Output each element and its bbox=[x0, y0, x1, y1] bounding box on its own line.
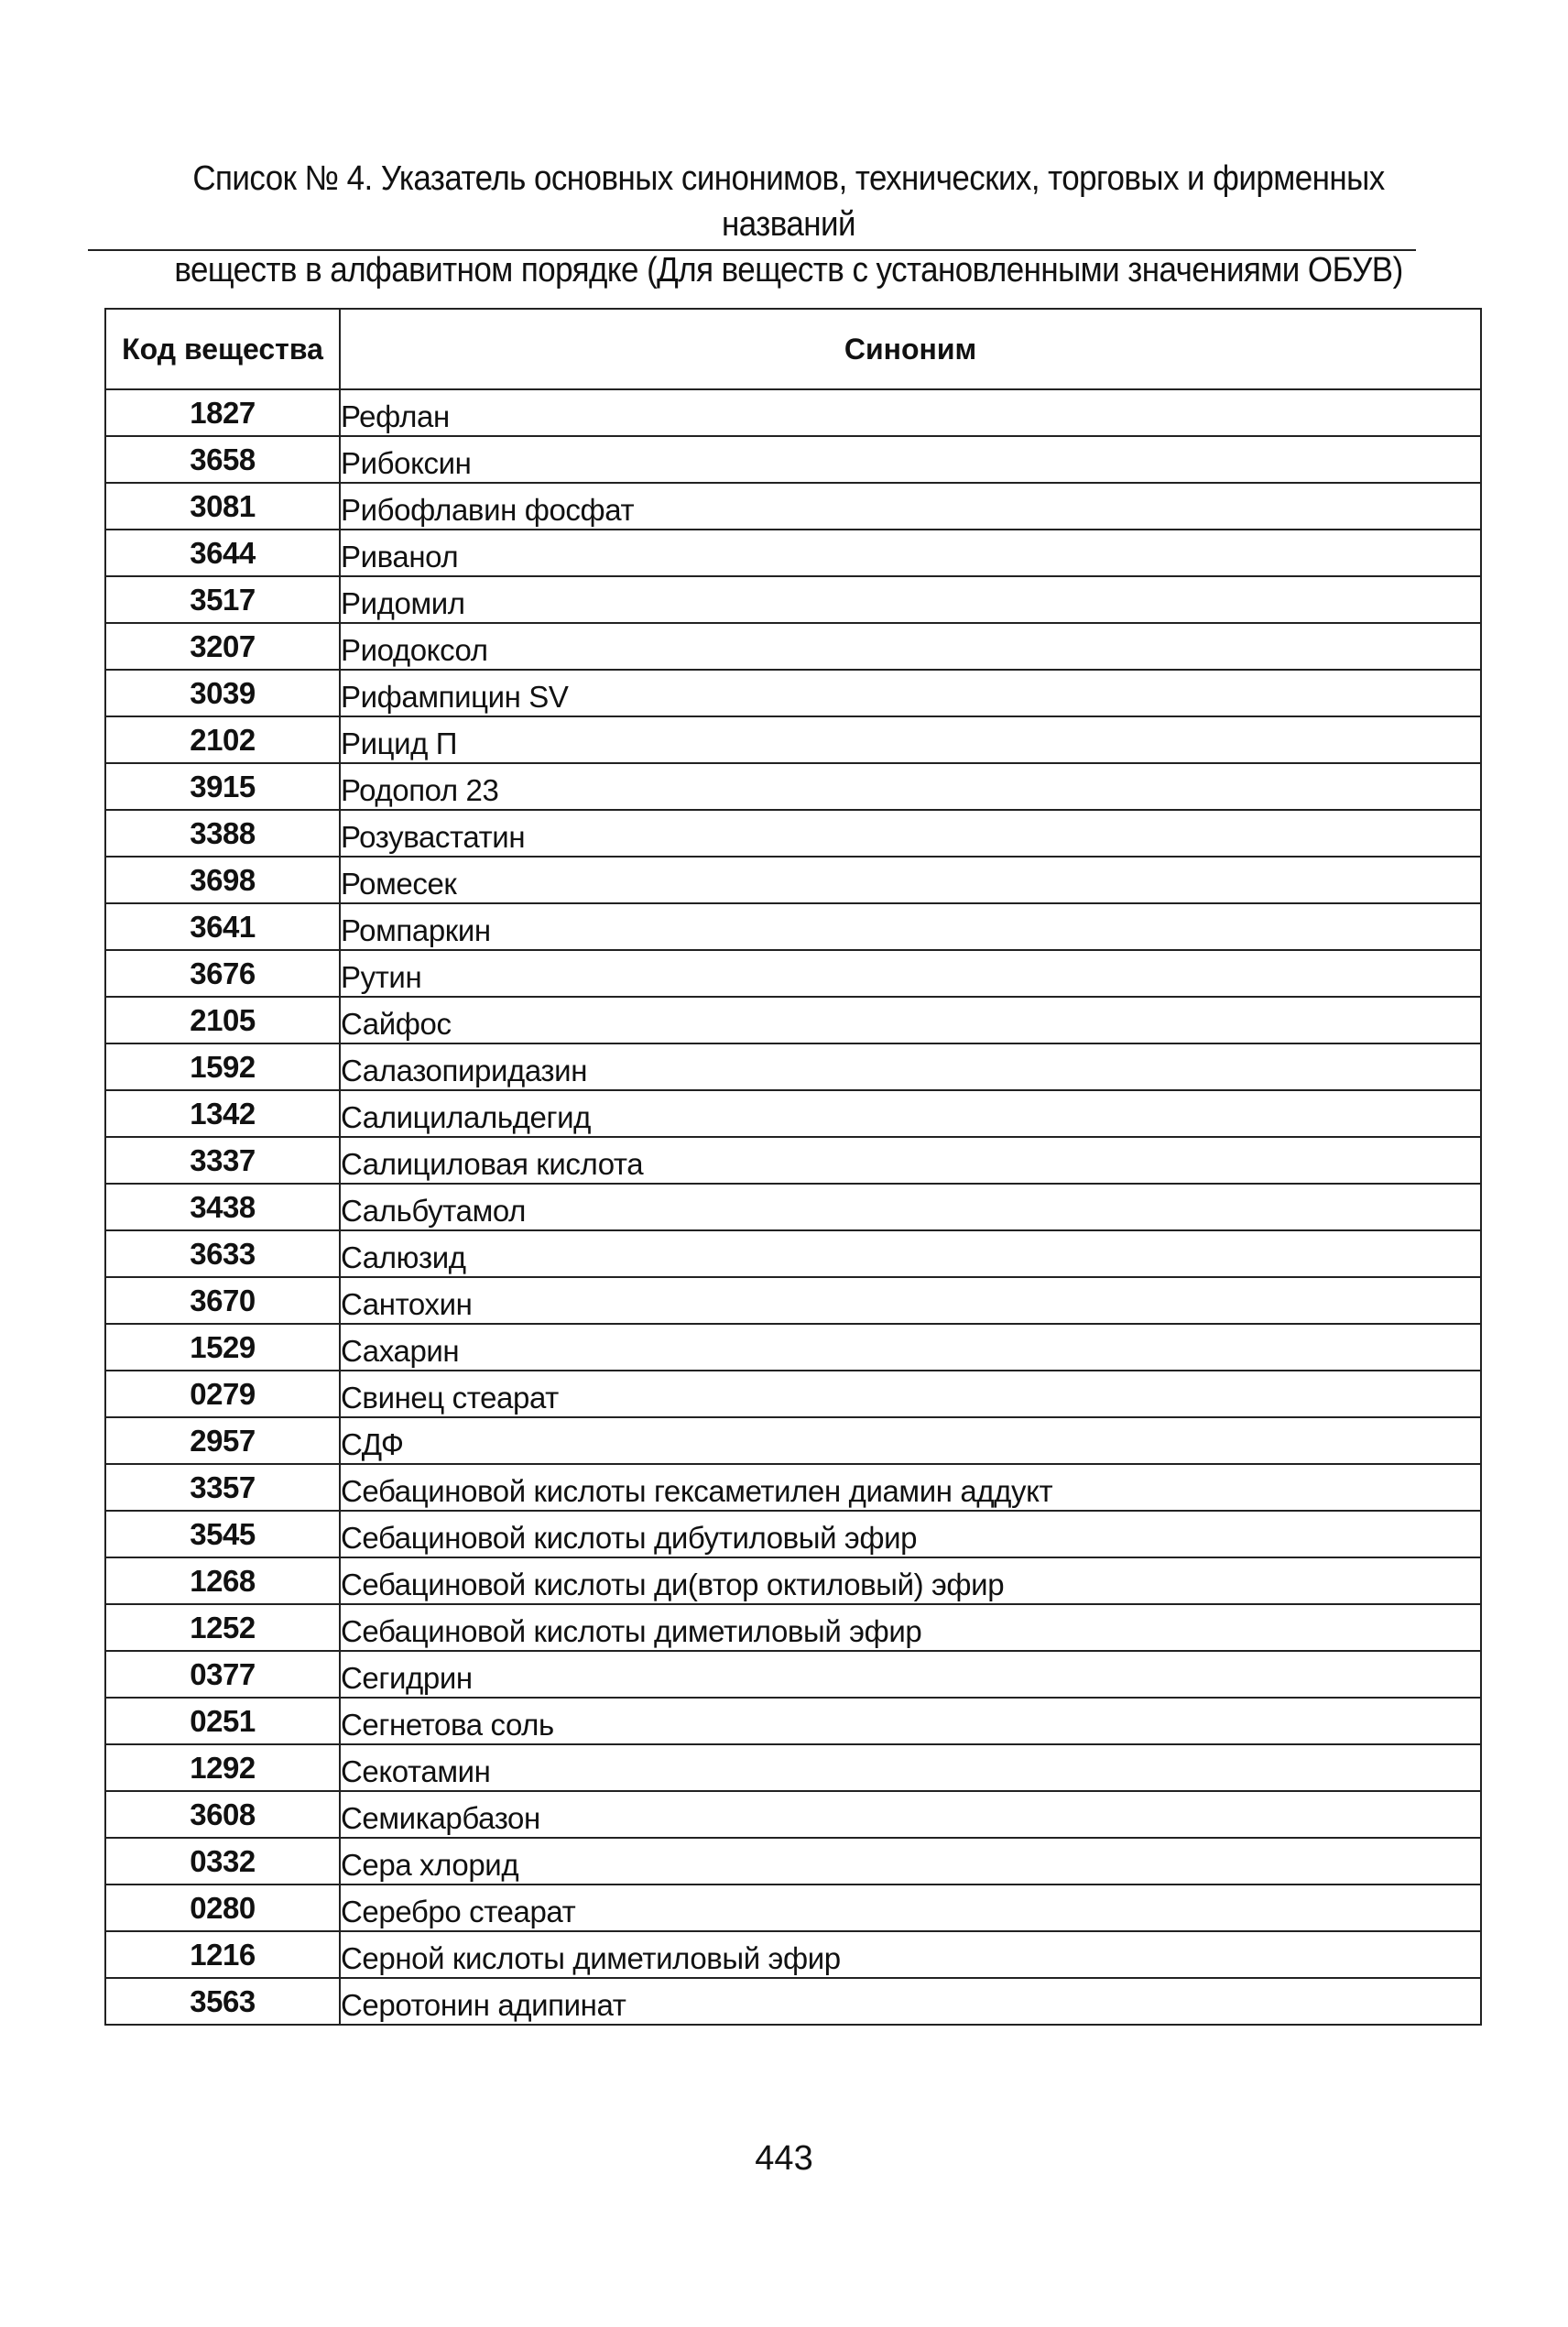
table-row bbox=[105, 670, 1481, 716]
substance-code: 3670 bbox=[105, 1277, 340, 1324]
table-row bbox=[105, 1931, 1481, 1978]
substance-code: 3438 bbox=[105, 1184, 340, 1230]
substance-code: 3915 bbox=[105, 763, 340, 810]
table-row bbox=[105, 1043, 1481, 1090]
table-row bbox=[105, 1184, 1481, 1230]
substance-code: 3337 bbox=[105, 1137, 340, 1184]
synonym-name: Серотонин адипинат bbox=[340, 1978, 1481, 2025]
table-row bbox=[105, 1464, 1481, 1511]
substance-code: 3388 bbox=[105, 810, 340, 857]
table-row bbox=[105, 810, 1481, 857]
substance-code: 3563 bbox=[105, 1978, 340, 2025]
synonym-name: Сахарин bbox=[340, 1324, 1481, 1371]
substance-code: 0332 bbox=[105, 1838, 340, 1885]
substance-code: 3633 bbox=[105, 1230, 340, 1277]
synonym-name: Риодоксол bbox=[340, 623, 1481, 670]
substance-code: 3039 bbox=[105, 670, 340, 716]
table-row bbox=[105, 763, 1481, 810]
table-row bbox=[105, 1277, 1481, 1324]
substance-code: 1827 bbox=[105, 389, 340, 436]
synonym-name: Себациновой кислоты диметиловый эфир bbox=[340, 1604, 1481, 1651]
page-number: 443 bbox=[755, 2139, 813, 2178]
substance-code: 3517 bbox=[105, 576, 340, 623]
substance-code: 3207 bbox=[105, 623, 340, 670]
table-row bbox=[105, 1838, 1481, 1885]
synonym-name: Салицилальдегид bbox=[340, 1090, 1481, 1137]
table-row bbox=[105, 1651, 1481, 1698]
synonym-name: Рутин bbox=[340, 950, 1481, 997]
synonym-name: Себациновой кислоты ди(втор октиловый) эфир bbox=[340, 1557, 1481, 1604]
table-row bbox=[105, 1371, 1481, 1417]
synonym-name: Рибоксин bbox=[340, 436, 1481, 483]
table-row bbox=[105, 1604, 1481, 1651]
page-title-line-1: Список № 4. Указатель основных синонимов, технических, торговых и фирменных названий bbox=[192, 159, 1385, 244]
substance-code: 3698 bbox=[105, 857, 340, 903]
substance-code: 1342 bbox=[105, 1090, 340, 1137]
substance-code: 3545 bbox=[105, 1511, 340, 1557]
synonym-name: Сера хлорид bbox=[340, 1838, 1481, 1885]
substance-code: 3081 bbox=[105, 483, 340, 530]
substance-code: 2105 bbox=[105, 997, 340, 1043]
synonym-name: Свинец стеарат bbox=[340, 1371, 1481, 1417]
synonym-name: Ромпаркин bbox=[340, 903, 1481, 950]
table-row bbox=[105, 1511, 1481, 1557]
table-row bbox=[105, 716, 1481, 763]
synonym-name: Салазопиридазин bbox=[340, 1043, 1481, 1090]
synonym-name: Рицид П bbox=[340, 716, 1481, 763]
substance-code: 3658 bbox=[105, 436, 340, 483]
synonym-name: Сайфос bbox=[340, 997, 1481, 1043]
synonym-name: Себациновой кислоты гексаметилен диамин аддукт bbox=[340, 1464, 1481, 1511]
synonyms-table bbox=[104, 308, 1482, 2026]
substance-code: 3608 bbox=[105, 1791, 340, 1838]
synonym-name: Салициловая кислота bbox=[340, 1137, 1481, 1184]
synonym-name: Родопол 23 bbox=[340, 763, 1481, 810]
synonym-name: Рибофлавин фосфат bbox=[340, 483, 1481, 530]
synonym-name: Ромесек bbox=[340, 857, 1481, 903]
synonym-name: Салюзид bbox=[340, 1230, 1481, 1277]
table-row bbox=[105, 1698, 1481, 1744]
table-row bbox=[105, 436, 1481, 483]
synonym-name: Сегнетова соль bbox=[340, 1698, 1481, 1744]
table-row bbox=[105, 1324, 1481, 1371]
synonym-name: Ридомил bbox=[340, 576, 1481, 623]
table-row bbox=[105, 1090, 1481, 1137]
table-row bbox=[105, 389, 1481, 436]
substance-code: 0377 bbox=[105, 1651, 340, 1698]
table-row bbox=[105, 1791, 1481, 1838]
table-row bbox=[105, 997, 1481, 1043]
substance-code: 1216 bbox=[105, 1931, 340, 1978]
table-row bbox=[105, 1417, 1481, 1464]
substance-code: 3676 bbox=[105, 950, 340, 997]
header-code: Код вещества bbox=[105, 309, 340, 389]
substance-code: 1592 bbox=[105, 1043, 340, 1090]
table-row bbox=[105, 1557, 1481, 1604]
header-synonym: Синоним bbox=[340, 309, 1481, 389]
substance-code: 1292 bbox=[105, 1744, 340, 1791]
substance-code: 3644 bbox=[105, 530, 340, 576]
synonym-name: Серебро стеарат bbox=[340, 1885, 1481, 1931]
synonym-name: Себациновой кислоты дибутиловый эфир bbox=[340, 1511, 1481, 1557]
table-row bbox=[105, 530, 1481, 576]
synonym-name: Сантохин bbox=[340, 1277, 1481, 1324]
title-underline bbox=[88, 249, 1416, 251]
synonym-name: Рефлан bbox=[340, 389, 1481, 436]
table-row bbox=[105, 1885, 1481, 1931]
substance-code: 2102 bbox=[105, 716, 340, 763]
table-row bbox=[105, 623, 1481, 670]
synonym-name: Рифампицин SV bbox=[340, 670, 1481, 716]
synonym-name: Секотамин bbox=[340, 1744, 1481, 1791]
table-row bbox=[105, 1978, 1481, 2025]
table-row bbox=[105, 857, 1481, 903]
table-row bbox=[105, 483, 1481, 530]
substance-code: 1529 bbox=[105, 1324, 340, 1371]
substance-code: 3641 bbox=[105, 903, 340, 950]
table-row bbox=[105, 903, 1481, 950]
substance-code: 1268 bbox=[105, 1557, 340, 1604]
substance-code: 0279 bbox=[105, 1371, 340, 1417]
synonym-name: Семикарбазон bbox=[340, 1791, 1481, 1838]
page-title-line-2: веществ в алфавитном порядке (Для веществ с установленными значениями ОБУВ) bbox=[174, 251, 1403, 290]
table-header-row bbox=[105, 309, 1481, 389]
substance-code: 3357 bbox=[105, 1464, 340, 1511]
synonym-name: Сегидрин bbox=[340, 1651, 1481, 1698]
synonym-name: СДФ bbox=[340, 1417, 1481, 1464]
substance-code: 0251 bbox=[105, 1698, 340, 1744]
synonym-name: Риванол bbox=[340, 530, 1481, 576]
table-row bbox=[105, 950, 1481, 997]
synonym-name: Серной кислоты диметиловый эфир bbox=[340, 1931, 1481, 1978]
table-body bbox=[105, 389, 1481, 2025]
table-row bbox=[105, 1744, 1481, 1791]
table-row bbox=[105, 1230, 1481, 1277]
substance-code: 2957 bbox=[105, 1417, 340, 1464]
table-row bbox=[105, 1137, 1481, 1184]
synonym-name: Сальбутамол bbox=[340, 1184, 1481, 1230]
substance-code: 1252 bbox=[105, 1604, 340, 1651]
synonym-name: Розувастатин bbox=[340, 810, 1481, 857]
substance-code: 0280 bbox=[105, 1885, 340, 1931]
table-row bbox=[105, 576, 1481, 623]
page-title bbox=[144, 156, 1433, 293]
